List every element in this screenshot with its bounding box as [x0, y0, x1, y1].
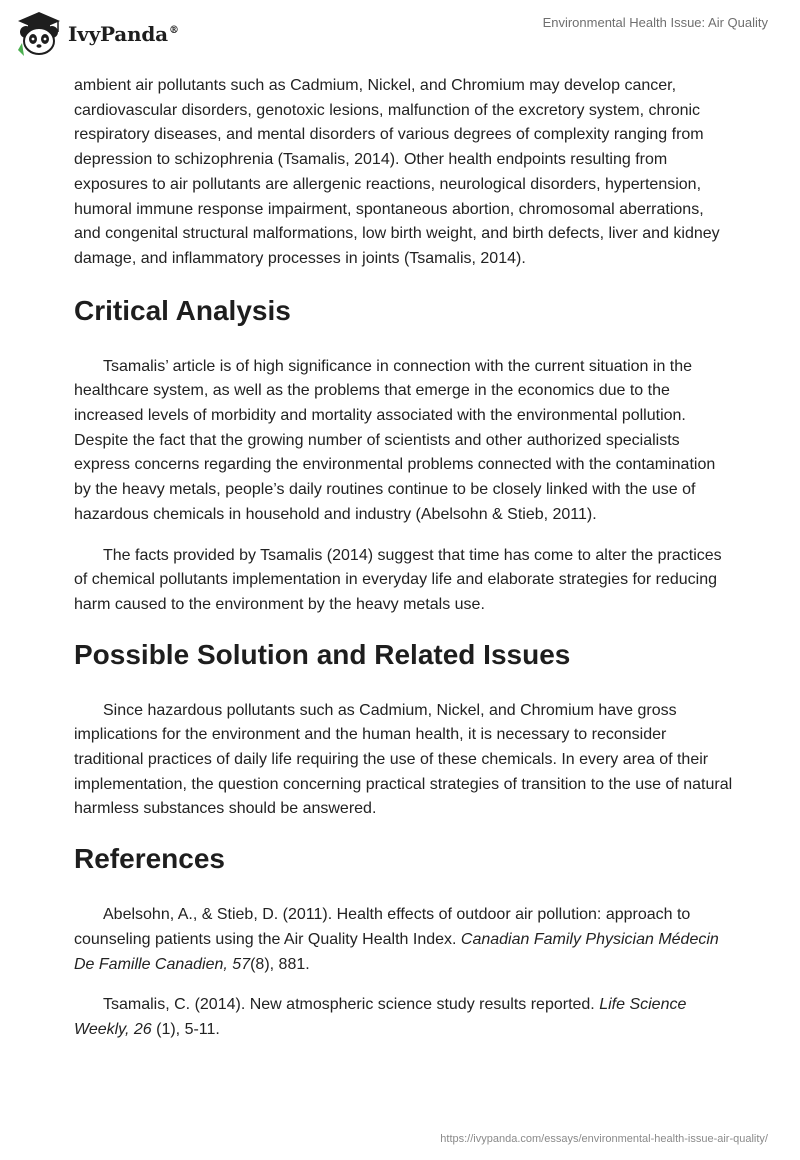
reference-tail: (8), 881. [250, 955, 310, 973]
critical-analysis-paragraph-2: The facts provided by Tsamalis (2014) suggest that time has come to alter the practices of chemical pollutants implementation in everyday life and elaborate strategies for reducing harm caused to the environment by the heavy metals use. [74, 546, 722, 613]
document-title: Environmental Health Issue: Air Quality [542, 15, 768, 30]
reference-journal: Canadian Family Physician Médecin De Famille Canadien, 57 [74, 930, 719, 973]
intro-paragraph: ambient air pollutants such as Cadmium, Nickel, and Chromium may develop cancer, cardiovascular disorders, genotoxic lesions, malfunction of the excretory system, chronic respiratory diseases, and mental disorders of various degrees of complexity ranging from depression to schizophrenia (Tsamalis, 2014). Other health endpoints resulting from exposures to air pollutants are allergenic reactions, neurological disorders, hypertension, humoral immune response impairment, spontaneous abortion, chromosomal aberrations, and congenital structural malformations, low birth weight, and birth defects, liver and kidney damage, and inflammatory processes in joints (Tsamalis, 2014). [74, 77, 720, 267]
possible-solution-paragraph: Since hazardous pollutants such as Cadmium, Nickel, and Chromium have gross implications for the environment and the human health, it is necessary to reconsider traditional practices of daily life requiring the use of these chemicals. In every area of their implementation, the question concerning practical strategies of transition to the use of natural harmless substances should be answered. [74, 701, 733, 818]
source-url-link[interactable]: https://ivypanda.com/essays/environmental-health-issue-air-quality/ [440, 1133, 768, 1145]
reference-journal: Life Science Weekly, 26 [74, 996, 687, 1038]
reference-tail: (1), 5-11. [151, 1020, 220, 1038]
heading-possible-solution: Possible Solution and Related Issues [74, 638, 571, 670]
heading-critical-analysis: Critical Analysis [74, 294, 291, 326]
reference-text: Abelsohn, A., & Stieb, D. (2011). Health effects of outdoor air pollution: approach to counseling patients using the Air Quality Health Index. [74, 906, 691, 948]
page-header [0, 0, 800, 70]
reference-item [74, 993, 734, 1042]
reference-item [74, 903, 734, 977]
brand-logo[interactable] [14, 10, 179, 58]
heading-references: References [74, 843, 225, 875]
panda-logo-icon [14, 10, 64, 58]
critical-analysis-paragraph-1: Tsamalis’ article is of high significance in connection with the current situation in the healthcare system, as well as the problems that emerge in the economics due to the increased levels of morbidity and mortality associated with the environmental pollution. Despite the fact that the growing number of scientists and other authorized specialists express concerns regarding the environmental problems connected with the contamination by the heavy metals, people’s daily routines continue to be closely linked with the use of hazardous chemicals in household and industry (Abelsohn & Stieb, 2011). [74, 357, 716, 523]
brand-name: IvyPanda® [68, 22, 179, 46]
reference-text: Tsamalis, C. (2014). New atmospheric science study results reported. [103, 996, 600, 1014]
article-body [74, 74, 734, 1059]
